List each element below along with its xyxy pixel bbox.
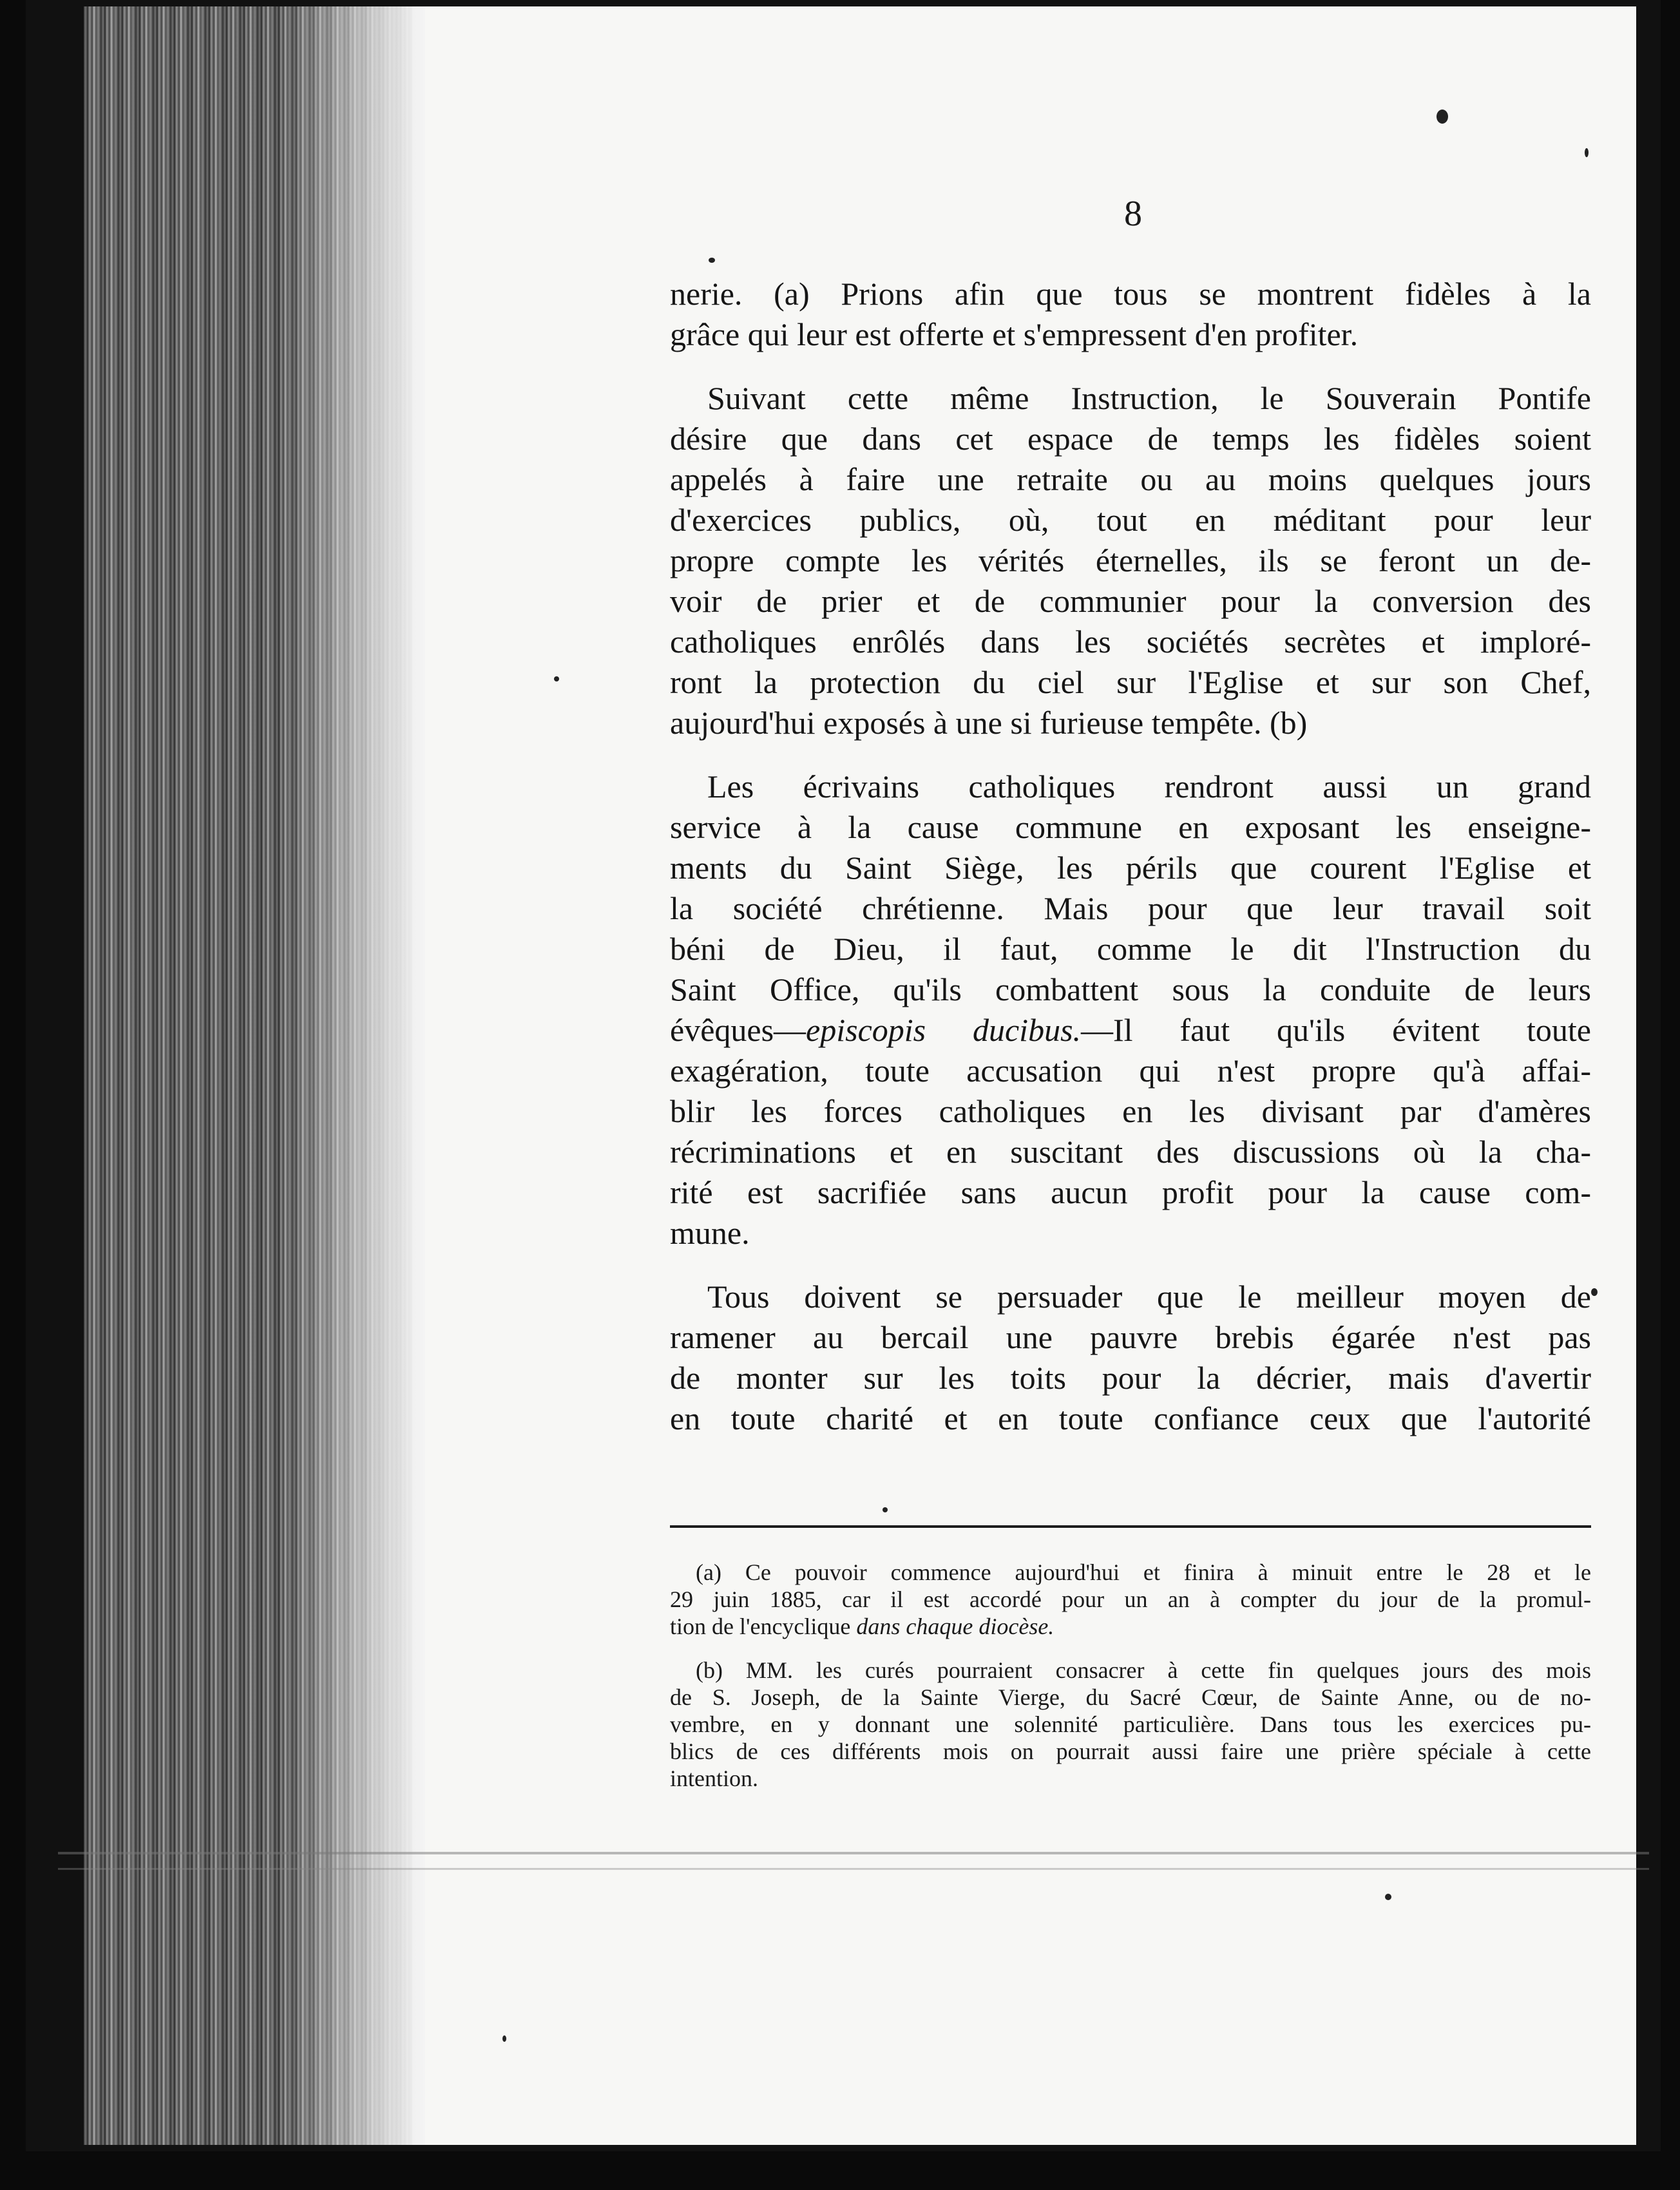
text-line: de monter sur les toits pour la décrier, mais d'avertir [670, 1360, 1591, 1396]
footnote-a [670, 1559, 1591, 1640]
page-gutter-shadow [283, 6, 425, 2145]
scan-speck [1385, 1894, 1391, 1900]
scan-speck [883, 1507, 888, 1512]
text-line: la société chrétienne. Mais pour que leur travail soit [670, 890, 1591, 926]
text-line: grâce qui leur est offerte et s'empressent d'en profiter. [670, 316, 1359, 352]
text-line: Saint Office, qu'ils combattent sous la conduite de leurs [670, 971, 1591, 1007]
text-line: service à la cause commune en exposant les enseigne- [670, 809, 1591, 845]
main-text [670, 274, 1591, 1439]
text-line: aujourd'hui exposés à une si furieuse tempête. (b) [670, 705, 1308, 741]
scan-speck [1585, 148, 1589, 157]
footnote-line: (b) MM. les curés pourraient consacrer à cette fin quelques jours des mois [696, 1657, 1591, 1683]
page-number: 8 [1124, 194, 1142, 234]
paragraph-3 [670, 766, 1591, 1253]
text-line: exagération, toute accusation qui n'est propre qu'à affai- [670, 1052, 1591, 1089]
scan-artifact-line [58, 1868, 1649, 1870]
scan-speck [709, 258, 715, 263]
footnote-line: intention. [670, 1766, 758, 1791]
paragraph-2 [670, 378, 1591, 743]
text-line: d'exercices publics, où, tout en méditant pour leur [670, 502, 1591, 538]
text-line: désire que dans cet espace de temps les fidèles soient [670, 421, 1591, 457]
text-line: ront la protection du ciel sur l'Eglise et sur son Chef, [670, 664, 1591, 700]
paragraph-1 [670, 274, 1591, 355]
scan-speck [1437, 110, 1448, 124]
italic-phrase: episcopis ducibus. [806, 1012, 1082, 1048]
italic-phrase: dans chaque diocèse. [856, 1614, 1055, 1639]
text-line: appelés à faire une retraite ou au moins quelques jours [670, 461, 1591, 497]
footnote-line: 29 juin 1885, car il est accordé pour un an à compter du jour de la promul- [670, 1586, 1591, 1612]
text-line: mune. [670, 1215, 750, 1251]
text-line: évêques—episcopis ducibus.—Il faut qu'ils évitent toute [670, 1012, 1591, 1048]
text-line: ramener au bercail une pauvre brebis égarée n'est pas [670, 1319, 1591, 1355]
scan-speck [554, 676, 559, 681]
text-line: Suivant cette même Instruction, le Souverain Pontife [707, 380, 1591, 416]
footnote-b [670, 1657, 1591, 1792]
footnote-line: vembre, en y donnant une solennité particulière. Dans tous les exercices pu- [670, 1711, 1591, 1737]
scan-speck [1591, 1288, 1598, 1296]
footnote-line: (a) Ce pouvoir commence aujourd'hui et finira à minuit entre le 28 et le [696, 1559, 1591, 1585]
text-line: Tous doivent se persuader que le meilleur moyen de [707, 1279, 1591, 1315]
footnote-separator [670, 1525, 1591, 1528]
footnote-line: blics de ces différents mois on pourrait aussi faire une prière spéciale à cette [670, 1738, 1591, 1764]
text-line: propre compte les vérités éternelles, ils se feront un de- [670, 542, 1591, 578]
scan-speck [502, 2035, 506, 2042]
footnote-line: de S. Joseph, de la Sainte Vierge, du Sacré Cœur, de Sainte Anne, ou de no- [670, 1684, 1591, 1710]
text-line: en toute charité et en toute confiance ceux que l'autorité [670, 1400, 1591, 1436]
text-line: Les écrivains catholiques rendront aussi un grand [707, 768, 1591, 805]
paragraph-4 [670, 1277, 1591, 1439]
text-line: voir de prier et de communier pour la conversion des [670, 583, 1591, 619]
text-line: catholiques enrôlés dans les sociétés secrètes et imploré- [670, 624, 1591, 660]
text-line: blir les forces catholiques en les divisant par d'amères [670, 1093, 1591, 1129]
text-line: récriminations et en suscitant des discussions où la cha- [670, 1134, 1591, 1170]
text-line: rité est sacrifiée sans aucun profit pour la cause com- [670, 1174, 1591, 1210]
text-line: béni de Dieu, il faut, comme le dit l'Instruction du [670, 931, 1591, 967]
footnote-line: tion de l'encyclique dans chaque diocèse. [670, 1614, 1055, 1639]
text-line: ments du Saint Siège, les périls que courent l'Eglise et [670, 850, 1591, 886]
footnotes [670, 1559, 1591, 1809]
text-line: nerie. (a) Prions afin que tous se montrent fidèles à la [670, 276, 1591, 312]
scan-artifact-line [58, 1852, 1649, 1854]
